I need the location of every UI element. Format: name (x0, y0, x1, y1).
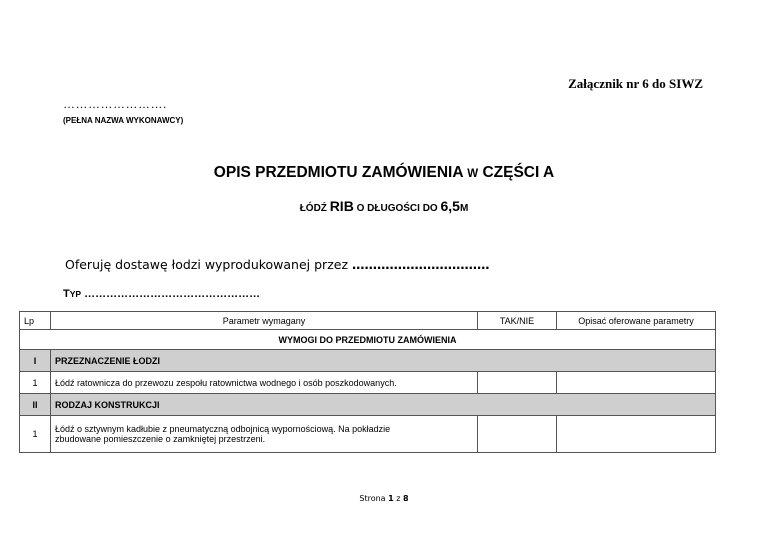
category-label: RODZAJ KONSTRUKCJI (51, 394, 716, 416)
table-row (20, 372, 716, 394)
offer-dots: …………………………… (352, 257, 490, 272)
section-title: WYMOGI DO PRZEDMIOTU ZAMÓWIENIA (20, 330, 716, 350)
footer-page-number: 1 (388, 494, 394, 503)
section-row (20, 330, 716, 350)
offer-statement (65, 257, 490, 272)
page-footer (0, 494, 768, 503)
row-describe-cell[interactable] (557, 416, 716, 453)
type-label-rest: YP (69, 289, 82, 299)
contractor-name-dots: ……………………. (63, 97, 167, 111)
category-number: II (20, 394, 51, 416)
type-label-first: T (63, 288, 70, 300)
footer-total-pages: 8 (403, 494, 409, 503)
contractor-label-text: (PEŁNA NAZWA WYKONAWCY) (63, 116, 184, 125)
category-label: PRZEZNACZENIE ŁODZI (51, 350, 716, 372)
category-number: I (20, 350, 51, 372)
type-dots: ………………………………………… (84, 288, 261, 300)
document-subtitle (0, 198, 768, 214)
category-row (20, 394, 716, 416)
footer-of-word: z (396, 494, 401, 503)
footer-page-word: Strona (359, 494, 386, 503)
table-header-row (20, 312, 716, 330)
row-yesno-cell[interactable] (478, 372, 557, 394)
header-param: Parametr wymagany (51, 312, 478, 330)
row-parameter (51, 416, 478, 453)
subtitle-unit: M (459, 203, 469, 214)
contractor-name-label (63, 116, 183, 125)
requirements-table (19, 311, 716, 453)
row-parameter-line1: Łódź o sztywnym kadłubie z pneumatyczną odbojnicą wypornościową. Na pokładzie (55, 424, 391, 434)
category-row (20, 350, 716, 372)
type-line (63, 288, 260, 300)
table-row (20, 416, 716, 453)
row-number: 1 (20, 372, 51, 394)
title-part: CZĘŚCI A (482, 164, 555, 181)
header-describe: Opisać oferowane parametry (557, 312, 716, 330)
title-main: OPIS PRZEDMIOTU ZAMÓWIENIA (213, 164, 463, 181)
header-lp: Lp (20, 312, 51, 330)
title-w: W (467, 168, 479, 180)
row-parameter: Łódź ratownicza do przewozu zespołu ratownictwa wodnego i osób poszkodowanych. (51, 372, 478, 394)
annex-label: Załącznik nr 6 do SIWZ (568, 76, 703, 91)
document-title (0, 164, 768, 182)
row-describe-cell[interactable] (557, 372, 716, 394)
subtitle-boat: ŁÓDŹ (299, 203, 327, 214)
subtitle-length-text: O DŁUGOŚCI DO (356, 203, 438, 214)
row-yesno-cell[interactable] (478, 416, 557, 453)
offer-text: Oferuję dostawę łodzi wyprodukowanej przez (65, 257, 349, 272)
row-number: 1 (20, 416, 51, 453)
subtitle-rib: RIB (329, 198, 354, 214)
header-yesno: TAK/NIE (478, 312, 557, 330)
row-parameter-line2: zbudowane pomieszczenie o zamkniętej przestrzeni. (55, 434, 266, 444)
subtitle-length-value: 6,5 (440, 198, 460, 214)
